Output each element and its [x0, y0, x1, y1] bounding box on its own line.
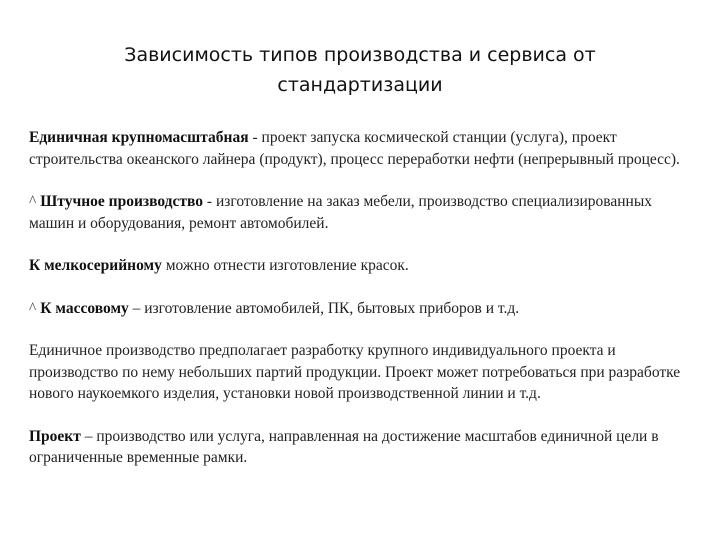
term-project: Проект — [29, 427, 81, 445]
text-project-definition: – производство или услуга, направленная на достижение масштабов единичной цели в ограниченные временные рамки. — [29, 427, 659, 466]
caret-bullet-icon: ^ — [29, 193, 37, 210]
paragraph-unit-production-description — [29, 340, 697, 405]
paragraph-mass-production — [29, 298, 697, 320]
text-small-batch: можно отнести изготовление красок. — [161, 257, 409, 274]
paragraph-unit-large-scale — [29, 127, 697, 170]
slide-title-line-2: стандартизации — [277, 74, 443, 96]
paragraph-piece-production — [29, 191, 697, 234]
slide-title — [90, 40, 630, 100]
paragraph-project-definition — [29, 426, 697, 469]
caret-bullet-icon: ^ — [29, 299, 37, 317]
term-mass-production: К массовому — [40, 299, 129, 317]
term-piece-production: Штучное производство — [40, 193, 204, 210]
paragraph-small-batch — [29, 255, 697, 277]
text-mass-production: – изготовление автомобилей, ПК, бытовых приборов и т.д. — [128, 299, 520, 317]
text-unit-production-description: Единичное производство предполагает разработку крупного индивидуального проекта и производство по нему небольших партий продукции. Проект может потребоваться при разработке нового наукоемкого изделия, установки новой производственной линии и т.д. — [29, 342, 681, 402]
slide-title-line-1: Зависимость типов производства и сервиса от — [124, 44, 596, 66]
term-unit-large-scale: Единичная крупномасштабная — [29, 129, 249, 146]
slide-body — [29, 127, 697, 490]
text-unit-large-scale: - проект запуска космической станции (услуга), проект строительства океанского лайнера (продукт), процесс переработки нефти (непрерывный процесс). — [29, 129, 680, 168]
text-piece-production: - изготовление на заказ мебели, производство специализированных машин и оборудования, ремонт автомобилей. — [29, 193, 652, 232]
term-small-batch: К мелкосерийному — [29, 257, 162, 274]
